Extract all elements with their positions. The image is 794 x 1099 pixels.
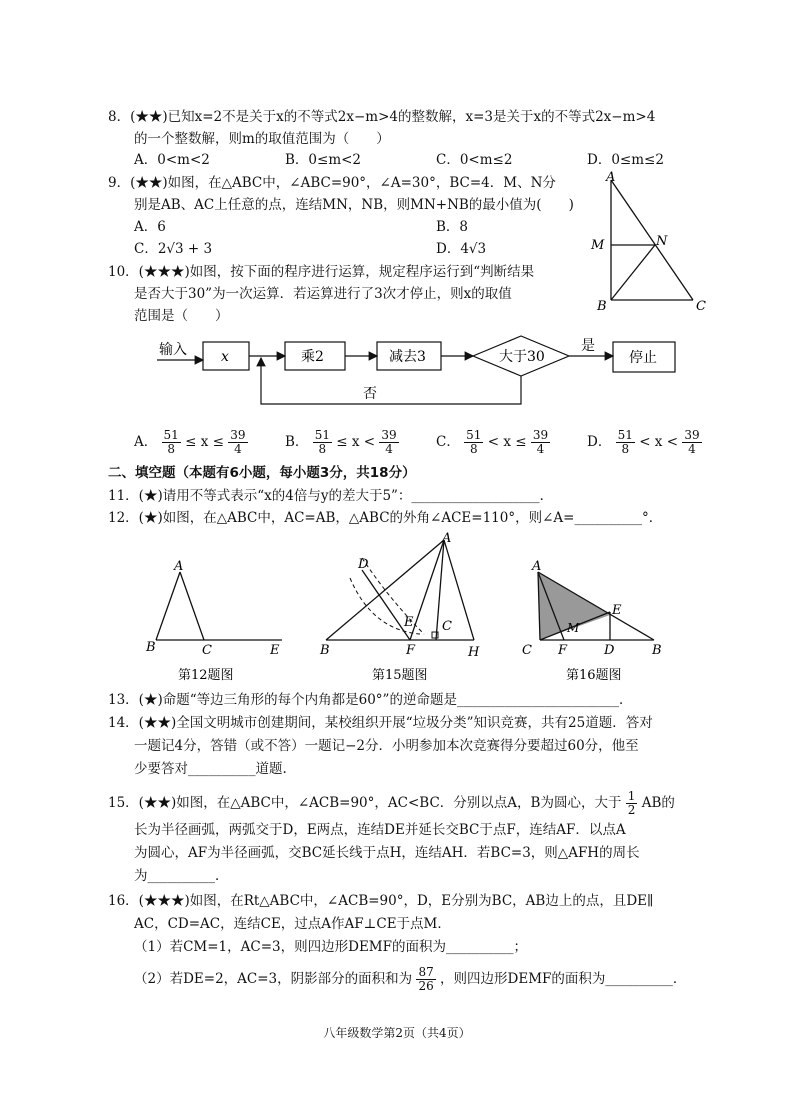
q15-line3: 为圆心，AF为半径画弧，交BC延长线于点H，连结AH．若BC=3，则△AFH的周长 (134, 845, 640, 861)
q13-text: 13．(★)命题“等边三角形的每个内角都是60°”的逆命题是________________________． (108, 692, 633, 708)
q9-line1: 9．(★★)如图，在△ABC中，∠ABC=90°，∠A=30°，BC=4．M、N分 (108, 175, 556, 191)
q8-option-c: C．0<m≤2 (436, 152, 513, 168)
q8-line1: 8．(★★)已知x=2不是关于x的不等式2x−m>4的整数解，x=3是关于x的不等式2x−m>4 (108, 109, 656, 125)
q10-line3: 范围是（ ） (134, 308, 229, 324)
q9-figure (585, 168, 715, 318)
f16-caption: 第16题图 (566, 668, 622, 683)
q15-line2: 长为半径画弧，两弧交于D，E两点，连结DE并延长交BC于点F，连结AF．以点A (134, 822, 626, 838)
flow-no-label: 否 (363, 386, 377, 402)
q9-option-c: C．2√3 + 3 (134, 241, 213, 257)
q9-option-d: D．4√3 (436, 241, 487, 257)
q9-label-a: A (606, 170, 616, 185)
q8-option-d: D．0≤m≤2 (587, 152, 664, 168)
flow-x-label: x (221, 349, 229, 365)
f15-label-h: H (468, 645, 480, 660)
f16-label-d: D (604, 643, 615, 658)
q10-option-c: C． $\frac{51}{8}$ < x ≤ $\frac{39}{4}$ (436, 428, 549, 456)
f12-label-b: B (146, 640, 156, 655)
figure-16 (522, 559, 662, 683)
q9-label-m: M (591, 238, 605, 253)
q10-line1: 10．(★★★)如图，按下面的程序进行运算，规定程序运行到“判断结果 (108, 264, 535, 280)
section-2-title: 二、填空题（本题有6小题，每小题3分，共18分） (108, 465, 416, 481)
q10-flowchart (155, 334, 685, 410)
f12-label-c: C (202, 643, 212, 658)
flow-yes-label: 是 (581, 338, 595, 354)
flow-subtract-label: 减去3 (389, 349, 426, 365)
q9-option-a: A．6 (134, 219, 166, 235)
f15-label-c: C (442, 619, 452, 634)
f12-caption: 第12题图 (178, 668, 234, 683)
f15-label-a: A (442, 531, 452, 546)
q15-line1: 15．(★★)如图，在△ABC中，∠ACB=90°，AC<BC．分别以点A，B为圆心，大于 $\frac{1}{2}$ AB的 (108, 789, 675, 817)
q8-option-a: A．0<m<2 (134, 152, 210, 168)
q10-option-a: A． $\frac{51}{8}$ ≤ x ≤ $\frac{39}{4}$ (134, 428, 246, 456)
f16-label-e: E (612, 603, 622, 618)
q8-option-b: B．0≤m<2 (285, 152, 362, 168)
flow-input-label: 输入 (159, 342, 187, 358)
q12-text: 12．(★)如图，在△ABC中，AC=AB，△ABC的外角∠ACE=110°，则∠A=__________°． (108, 510, 663, 526)
figures-row (140, 530, 700, 690)
q16-line4: （2）若DE=2，AC=3，阴影部分的面积和为 $\frac{87}{26}$ ，则四边形DEMF的面积为__________． (134, 965, 687, 993)
f16-label-a: A (532, 559, 542, 574)
q14-line1: 14．(★★)全国文明城市创建期间，某校组织开展“垃圾分类”知识竞赛，共有25道题．答对 (108, 715, 653, 731)
q16-line2: AC，CD=AC，连结CE，过点A作AF⊥CE于点M． (134, 916, 451, 932)
q15-line4: 为__________． (134, 868, 229, 884)
f15-label-b: B (320, 643, 330, 658)
q14-line2: 一题记4分，答错（或不答）一题记−2分．小明参加本次竞赛得分要超过60分，他至 (134, 738, 639, 754)
flow-multiply-label: 乘2 (301, 349, 324, 365)
f15-label-f: F (406, 643, 416, 658)
q11-text: 11．(★)请用不等式表示“x的4倍与y的差大于5”：___________________． (108, 488, 554, 504)
q10-option-d: D． $\frac{51}{8}$ < x < $\frac{39}{4}$ (587, 428, 700, 456)
q9-line2: 别是AB、AC上任意的点，连结MN，NB，则MN+NB的最小值为( ) (134, 197, 574, 213)
q14-line3: 少要答对__________道题. (134, 761, 287, 777)
f15-caption: 第15题图 (372, 668, 428, 683)
q10-option-b: B． $\frac{51}{8}$ ≤ x < $\frac{39}{4}$ (285, 428, 397, 456)
q9-label-c: C (696, 299, 706, 314)
f16-label-m: M (567, 621, 580, 635)
q9-label-b: B (597, 299, 607, 314)
f16-label-f: F (558, 643, 568, 658)
q9-label-n: N (656, 234, 668, 249)
q8-line2: 的一个整数解，则m的取值范围为（ ） (134, 131, 390, 147)
f15-label-e: E (404, 615, 414, 630)
f12-label-a: A (174, 559, 184, 574)
f16-label-b: B (652, 643, 662, 658)
f12-label-e: E (270, 643, 280, 658)
figure-15 (319, 531, 480, 683)
page-footer: 八年级数学第2页（共4页） (323, 1026, 471, 1040)
f16-label-c: C (522, 643, 532, 658)
flow-stop-label: 停止 (629, 350, 657, 366)
figure-12 (145, 559, 282, 683)
q16-line1: 16．(★★★)如图，在Rt△ABC中，∠ACB=90°，D，E分别为BC，AB边上的点，且DE∥ (108, 893, 654, 909)
q10-line2: 是否大于30”为一次运算．若运算进行了3次才停止，则x的取值 (134, 286, 512, 302)
f15-label-d: D (358, 557, 369, 572)
q16-line3: （1）若CM=1，AC=3，则四边形DEMF的面积为__________； (134, 939, 527, 955)
q9-option-b: B．8 (436, 219, 469, 235)
flow-compare-label: 大于30 (499, 349, 545, 365)
